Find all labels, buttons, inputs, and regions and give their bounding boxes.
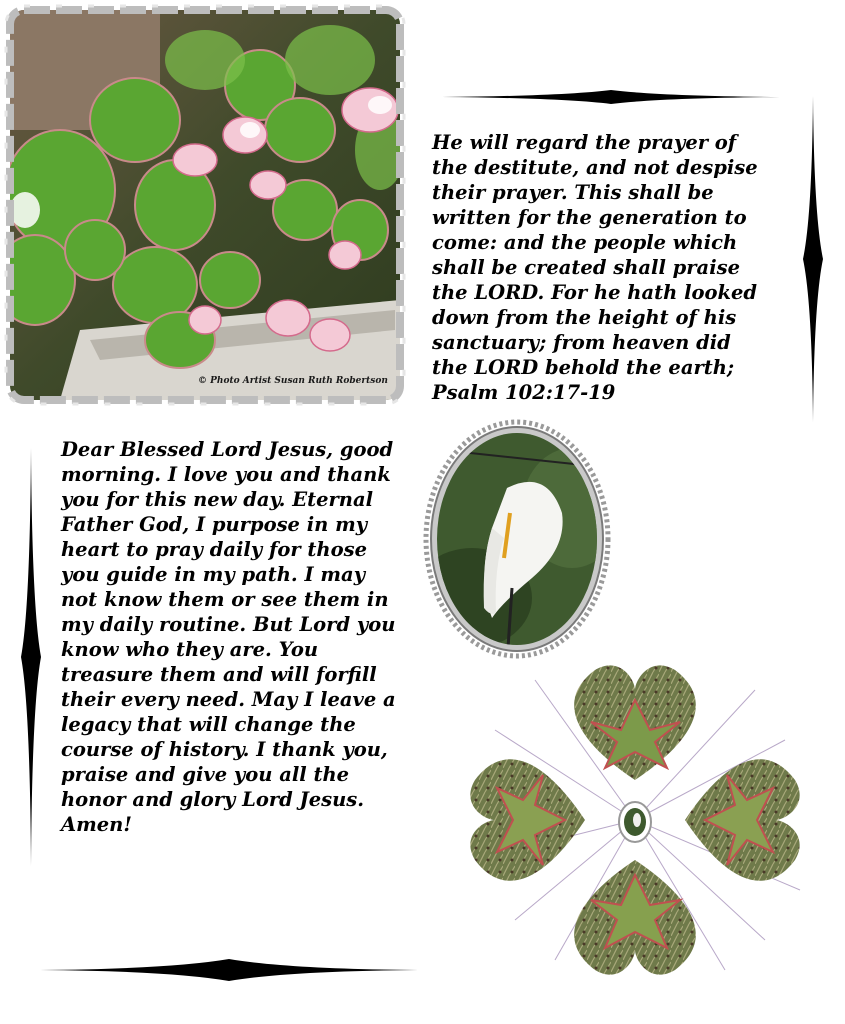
egret-oval-photo — [422, 418, 612, 660]
vertical-divider-left — [20, 448, 42, 866]
scripture-verse: He will regard the prayer of the destitute, and not despise their prayer. This shall be written for the generation to come: and the people which shall be created shall praise the LORD. For he hath looked down from the height of his sanctuary; from heaven did the LORD behold the earth; Psalm 102:17-19 — [432, 131, 758, 404]
photo-credit: © Photo Artist Susan Ruth Robertson — [198, 376, 388, 386]
vertical-divider-right — [802, 96, 824, 422]
begonia-photo — [0, 0, 412, 410]
horizontal-divider-bottom — [40, 958, 418, 982]
horizontal-divider-top — [442, 88, 780, 106]
leaf-heart-clover — [455, 660, 815, 980]
prayer-text: Dear Blessed Lord Jesus, good morning. I love you and thank you for this new day. Eternal Father God, I purpose in my heart to pray daily for those you guide in my path. I may not know them or see them in my daily routine. But Lord you know who they are. You treasure them and will forfill their every need. May I leave a legacy that will change the course of history. I thank you, praise and give you all the honor and glory Lord Jesus. Amen! — [61, 438, 396, 836]
